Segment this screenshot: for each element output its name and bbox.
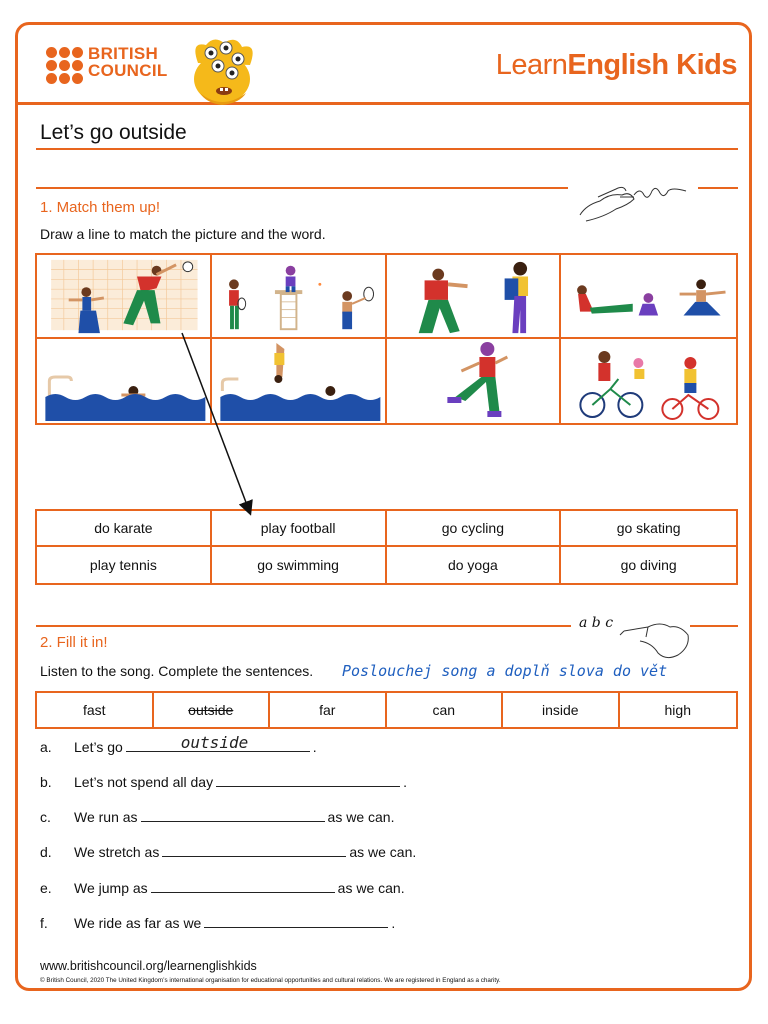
swimming-scene-icon	[37, 339, 210, 423]
skating-scene-icon	[387, 339, 560, 423]
section2-instruction: Listen to the song. Complete the sentences.	[40, 663, 314, 679]
page-title: Let’s go outside	[40, 121, 187, 144]
play-football-picture[interactable]	[37, 255, 212, 339]
bank-word: far	[270, 693, 387, 727]
sentence-b: b. Let’s not spend all day .	[40, 774, 407, 790]
section1-instruction: Draw a line to match the picture and the word.	[40, 226, 326, 242]
monster-mascot-icon	[180, 33, 265, 107]
worksheet	[15, 22, 752, 991]
section2-title: 2. Fill it in!	[40, 634, 108, 651]
go-swimming-picture[interactable]	[37, 339, 212, 423]
karate-scene-icon	[387, 255, 560, 337]
answer-blank[interactable]	[204, 914, 388, 928]
picture-grid	[35, 253, 738, 425]
sentence-d: d. We stretch as as we can.	[40, 844, 417, 860]
word-cell[interactable]: go swimming	[212, 547, 387, 583]
word-cell[interactable]: go skating	[561, 511, 736, 547]
word-cell[interactable]: go cycling	[387, 511, 562, 547]
bank-word: fast	[37, 693, 154, 727]
bank-word: can	[387, 693, 504, 727]
abc-label: a b c	[579, 615, 614, 631]
football-scene-icon	[37, 255, 210, 337]
go-diving-picture[interactable]	[212, 339, 387, 423]
footer-note: © British Council, 2020 The United Kingdom’s international organisation for educational opportunities and cultural relations. We are registered in England as a charity.	[40, 977, 501, 984]
answer-blank[interactable]	[216, 773, 400, 787]
section2-divider-end	[690, 625, 738, 627]
play-tennis-picture[interactable]	[212, 255, 387, 339]
section1-divider-end	[698, 187, 738, 189]
go-cycling-picture[interactable]	[561, 339, 736, 423]
cycling-scene-icon	[561, 339, 736, 423]
diving-scene-icon	[212, 339, 385, 423]
word-grid	[35, 509, 738, 585]
writing-hand-icon	[618, 613, 694, 663]
sentence-f: f. We ride as far as we .	[40, 915, 396, 931]
answer-blank[interactable]	[141, 808, 325, 822]
word-cell[interactable]: play tennis	[37, 547, 212, 583]
word-cell[interactable]: do yoga	[387, 547, 562, 583]
title-divider	[36, 148, 738, 150]
bank-word-crossed-out: outside	[154, 693, 271, 727]
writing-hand-icon	[576, 175, 696, 225]
answer-blank[interactable]	[151, 879, 335, 893]
word-cell[interactable]: go diving	[620, 557, 677, 573]
section1-divider	[36, 187, 568, 189]
learnenglish-kids-logo: LearnEnglish Kids	[495, 49, 737, 81]
british-council-logo-icon	[46, 47, 86, 83]
yoga-scene-icon	[561, 255, 736, 337]
sentence-e: e. We jump as as we can.	[40, 880, 405, 896]
header	[18, 25, 749, 105]
filled-answer: outside	[180, 733, 249, 752]
footer-url[interactable]: www.britishcouncil.org/learnenglishkids	[40, 959, 257, 973]
sentence-a: a. Let’s go outside .	[40, 733, 317, 755]
do-yoga-picture[interactable]	[561, 255, 736, 339]
tennis-scene-icon	[212, 255, 385, 337]
bank-word: high	[664, 702, 691, 718]
bank-word: inside	[503, 693, 620, 727]
word-cell[interactable]: play football	[212, 511, 387, 547]
word-cell[interactable]: do karate	[37, 511, 212, 547]
go-skating-picture[interactable]	[387, 339, 562, 423]
section2-divider	[36, 625, 571, 627]
british-council-wordmark: BRITISH COUNCIL	[88, 44, 168, 80]
handwritten-note: Poslouchej song a doplň slova do vět	[342, 662, 668, 680]
word-bank	[35, 691, 738, 729]
sentence-c: c. We run as as we can.	[40, 809, 395, 825]
answer-blank[interactable]	[162, 843, 346, 857]
section1-title: 1. Match them up!	[40, 199, 161, 216]
do-karate-picture[interactable]	[387, 255, 562, 339]
